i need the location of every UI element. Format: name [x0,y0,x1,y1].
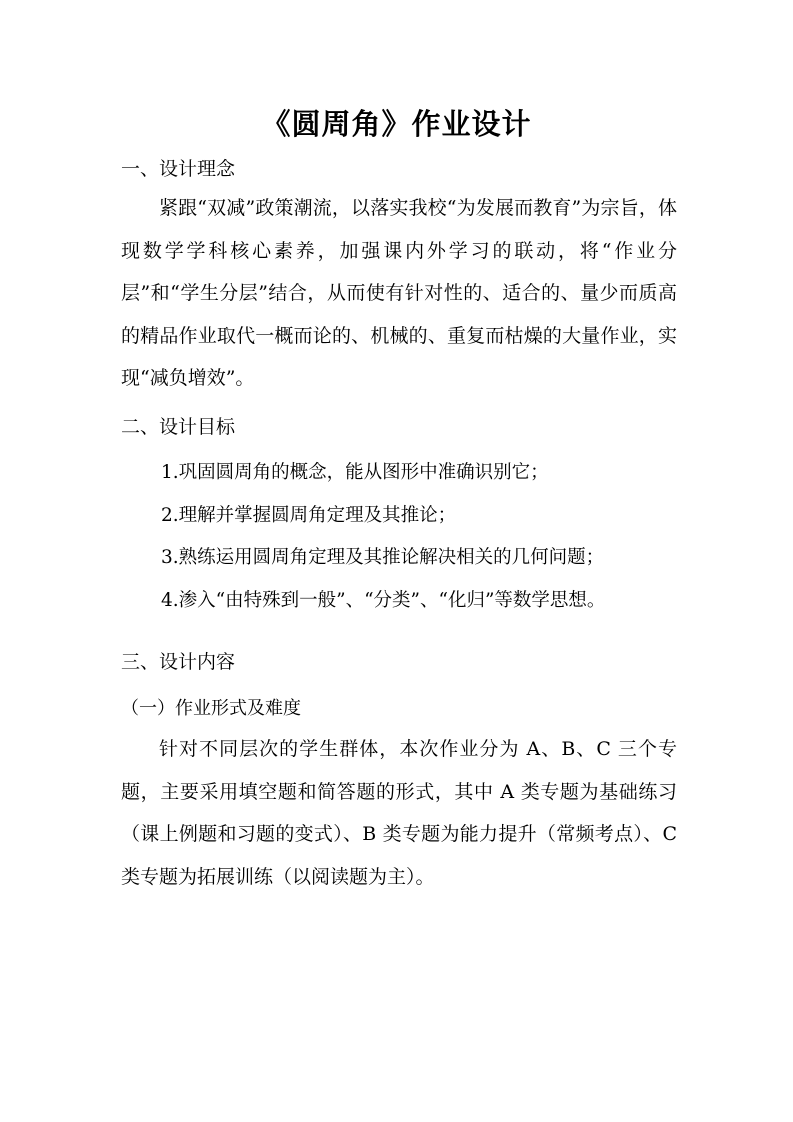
section-subheading-form: （一）作业形式及难度 [121,698,301,719]
goal-item: 4.渗入“由特殊到一般”、“分类”、“化归”等数学思想。 [161,589,606,611]
section-heading-content: 三、设计内容 [121,651,236,673]
goal-item: 3.熟练运用圆周角定理及其推论解决相关的几何问题； [161,547,605,568]
goals-list [121,452,681,622]
section-heading-goals: 二、设计目标 [121,416,236,438]
section-paragraph-content: 针对不同层次的学生群体，本次作业分为 A、B、C 三个专题，主要采用填空题和简答题的形式，其中 A 类专题为基础练习（课上例题和习题的变式）、B 类专题为能力提升（常频考点）、C 类专题为拓展训练（以阅读题为主）。 [121,738,677,888]
section-heading-concept: 一、设计理念 [121,158,236,180]
section-paragraph-concept: 紧跟“双减”政策潮流，以落实我校“为发展而教育”为宗旨，体现数学学科核心素养，加强课内外学习的联动，将“作业分层”和“学生分层”结合，从而使有针对性的、适合的、量少而质高的精品作业取代一概而论的、机械的、重复而枯燥的大量作业，实现“减负增效”。 [121,197,677,389]
goal-item: 2.理解并掌握圆周角定理及其推论； [161,504,457,526]
document-title: 《圆周角》作业设计 [261,107,532,141]
goal-item: 1.巩固圆周角的概念，能从图形中准确识别它； [161,462,549,483]
